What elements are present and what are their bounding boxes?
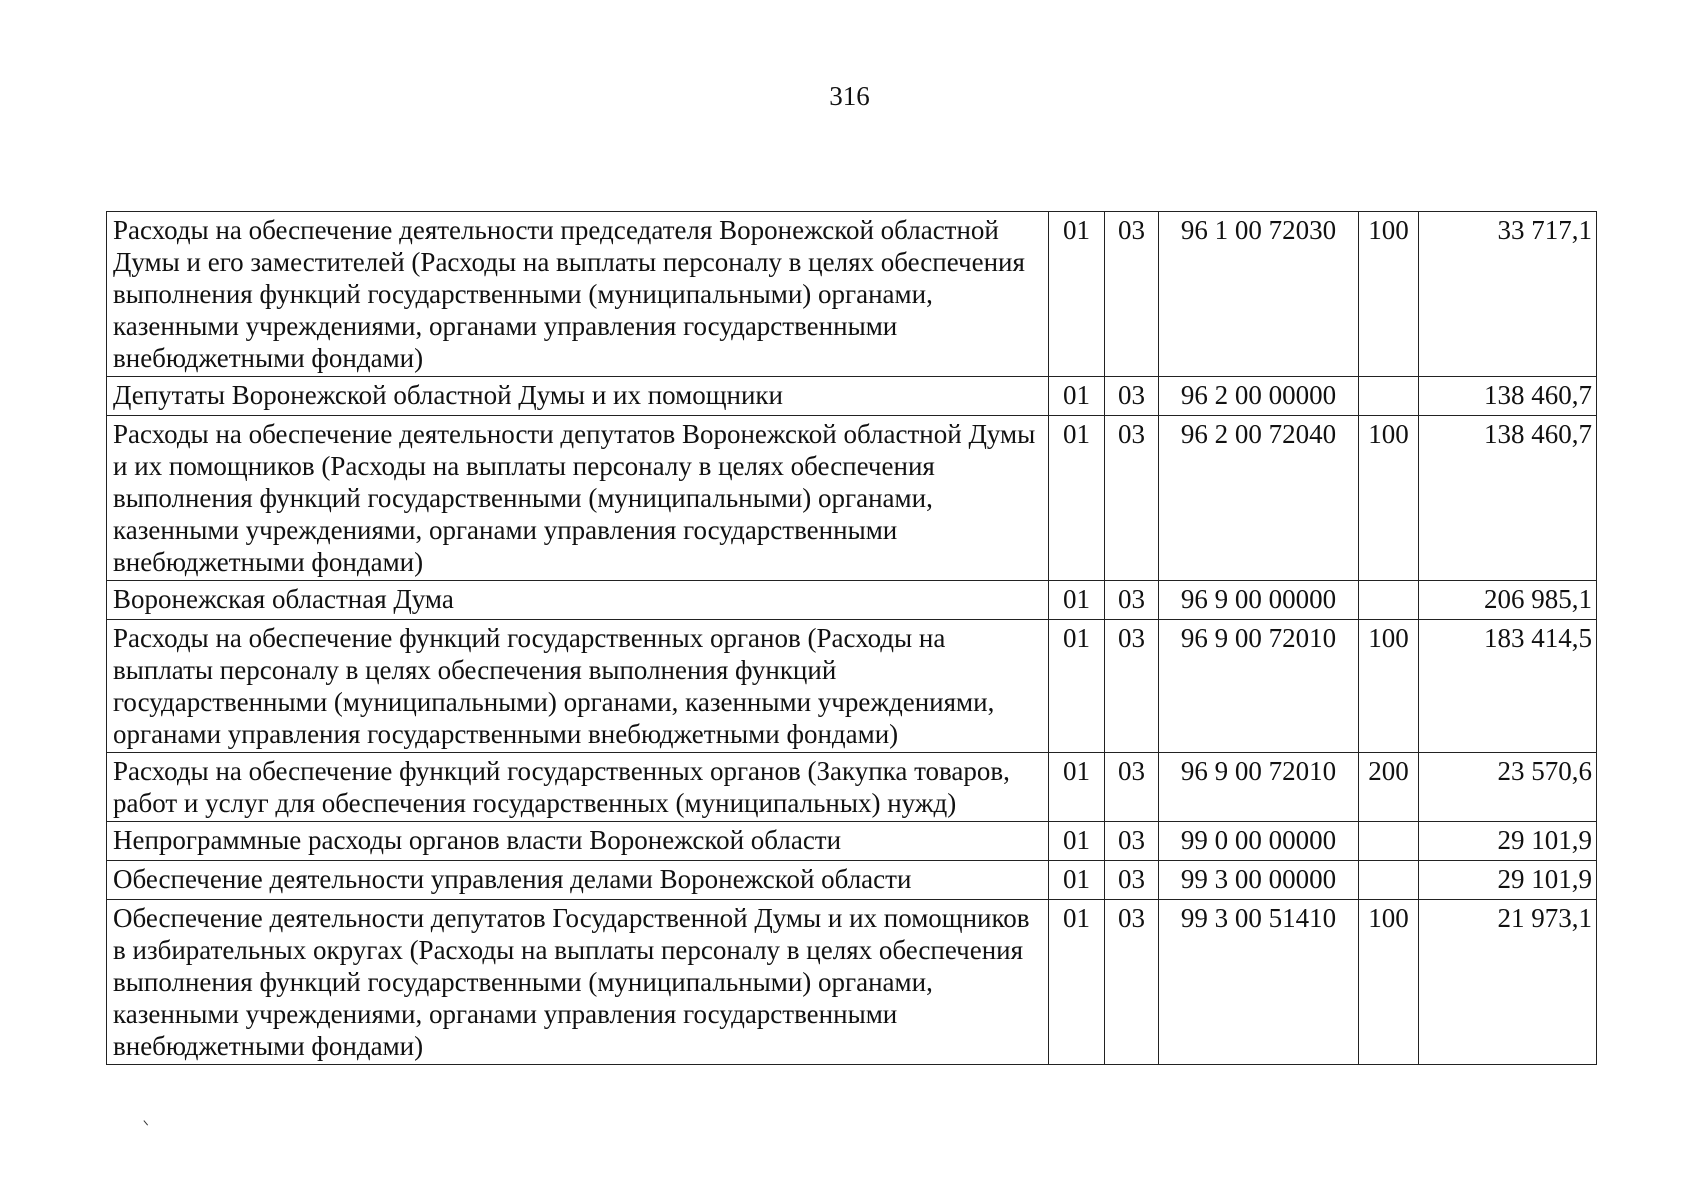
row-expense-type: 100: [1359, 620, 1419, 753]
row-subsection-code: 03: [1105, 212, 1159, 377]
row-subsection-code: 03: [1105, 581, 1159, 620]
row-target-article: 96 2 00 00000: [1159, 377, 1359, 416]
row-section-code: 01: [1049, 753, 1105, 822]
row-description: Воронежская областная Дума: [107, 581, 1049, 620]
row-expense-type: 100: [1359, 900, 1419, 1065]
row-amount: 29 101,9: [1419, 822, 1597, 861]
table-row: [107, 377, 1597, 416]
row-subsection-code: 03: [1105, 753, 1159, 822]
row-section-code: 01: [1049, 581, 1105, 620]
row-target-article: 96 1 00 72030: [1159, 212, 1359, 377]
row-amount: 21 973,1: [1419, 900, 1597, 1065]
row-section-code: 01: [1049, 861, 1105, 900]
row-section-code: 01: [1049, 620, 1105, 753]
scan-artifact-mark: [142, 1120, 148, 1127]
row-target-article: 96 2 00 72040: [1159, 416, 1359, 581]
table-row: [107, 212, 1597, 377]
row-section-code: 01: [1049, 822, 1105, 861]
row-target-article: 99 3 00 00000: [1159, 861, 1359, 900]
row-target-article: 99 0 00 00000: [1159, 822, 1359, 861]
row-section-code: 01: [1049, 212, 1105, 377]
row-target-article: 96 9 00 72010: [1159, 620, 1359, 753]
table-row: [107, 753, 1597, 822]
row-section-code: 01: [1049, 900, 1105, 1065]
row-amount: 138 460,7: [1419, 377, 1597, 416]
row-expense-type: 100: [1359, 416, 1419, 581]
row-subsection-code: 03: [1105, 900, 1159, 1065]
row-subsection-code: 03: [1105, 377, 1159, 416]
row-amount: 23 570,6: [1419, 753, 1597, 822]
row-subsection-code: 03: [1105, 861, 1159, 900]
row-section-code: 01: [1049, 377, 1105, 416]
row-amount: 138 460,7: [1419, 416, 1597, 581]
row-subsection-code: 03: [1105, 416, 1159, 581]
row-description: Обеспечение деятельности управления делами Воронежской области: [107, 861, 1049, 900]
row-target-article: 96 9 00 72010: [1159, 753, 1359, 822]
row-description: Расходы на обеспечение функций государственных органов (Закупка товаров, работ и услуг для обеспечения государственных (муниципальных) нужд): [107, 753, 1049, 822]
budget-table: [106, 211, 1597, 1065]
page-number: 316: [829, 81, 870, 111]
row-amount: 33 717,1: [1419, 212, 1597, 377]
row-description: Расходы на обеспечение деятельности депутатов Воронежской областной Думы и их помощников (Расходы на выплаты персоналу в целях обеспечения выполнения функций государственными (муниципальными) органами, казенными учреждениями, органами управления государственными внебюджетными фондами): [107, 416, 1049, 581]
row-expense-type: [1359, 822, 1419, 861]
row-amount: 206 985,1: [1419, 581, 1597, 620]
table-row: [107, 581, 1597, 620]
row-description: Расходы на обеспечение деятельности председателя Воронежской областной Думы и его заместителей (Расходы на выплаты персоналу в целях обеспечения выполнения функций государственными (муниципальными) органами, казенными учреждениями, органами управления государственными внебюджетными фондами): [107, 212, 1049, 377]
row-section-code: 01: [1049, 416, 1105, 581]
table-row: [107, 416, 1597, 581]
table-row: [107, 900, 1597, 1065]
row-description: Депутаты Воронежской областной Думы и их помощники: [107, 377, 1049, 416]
row-amount: 183 414,5: [1419, 620, 1597, 753]
row-expense-type: [1359, 861, 1419, 900]
table-row: [107, 620, 1597, 753]
row-description: Обеспечение деятельности депутатов Государственной Думы и их помощников в избирательных округах (Расходы на выплаты персоналу в целях обеспечения выполнения функций государственными (муниципальными) органами, казенными учреждениями, органами управления государственными внебюджетными фондами): [107, 900, 1049, 1065]
row-expense-type: 200: [1359, 753, 1419, 822]
row-subsection-code: 03: [1105, 822, 1159, 861]
table-row: [107, 861, 1597, 900]
row-expense-type: 100: [1359, 212, 1419, 377]
table-row: [107, 822, 1597, 861]
row-expense-type: [1359, 377, 1419, 416]
row-expense-type: [1359, 581, 1419, 620]
row-target-article: 96 9 00 00000: [1159, 581, 1359, 620]
row-target-article: 99 3 00 51410: [1159, 900, 1359, 1065]
row-subsection-code: 03: [1105, 620, 1159, 753]
row-description: Расходы на обеспечение функций государственных органов (Расходы на выплаты персоналу в целях обеспечения выполнения функций государственными (муниципальными) органами, казенными учреждениями, органами управления государственными внебюджетными фондами): [107, 620, 1049, 753]
row-amount: 29 101,9: [1419, 861, 1597, 900]
row-description: Непрограммные расходы органов власти Воронежской области: [107, 822, 1049, 861]
